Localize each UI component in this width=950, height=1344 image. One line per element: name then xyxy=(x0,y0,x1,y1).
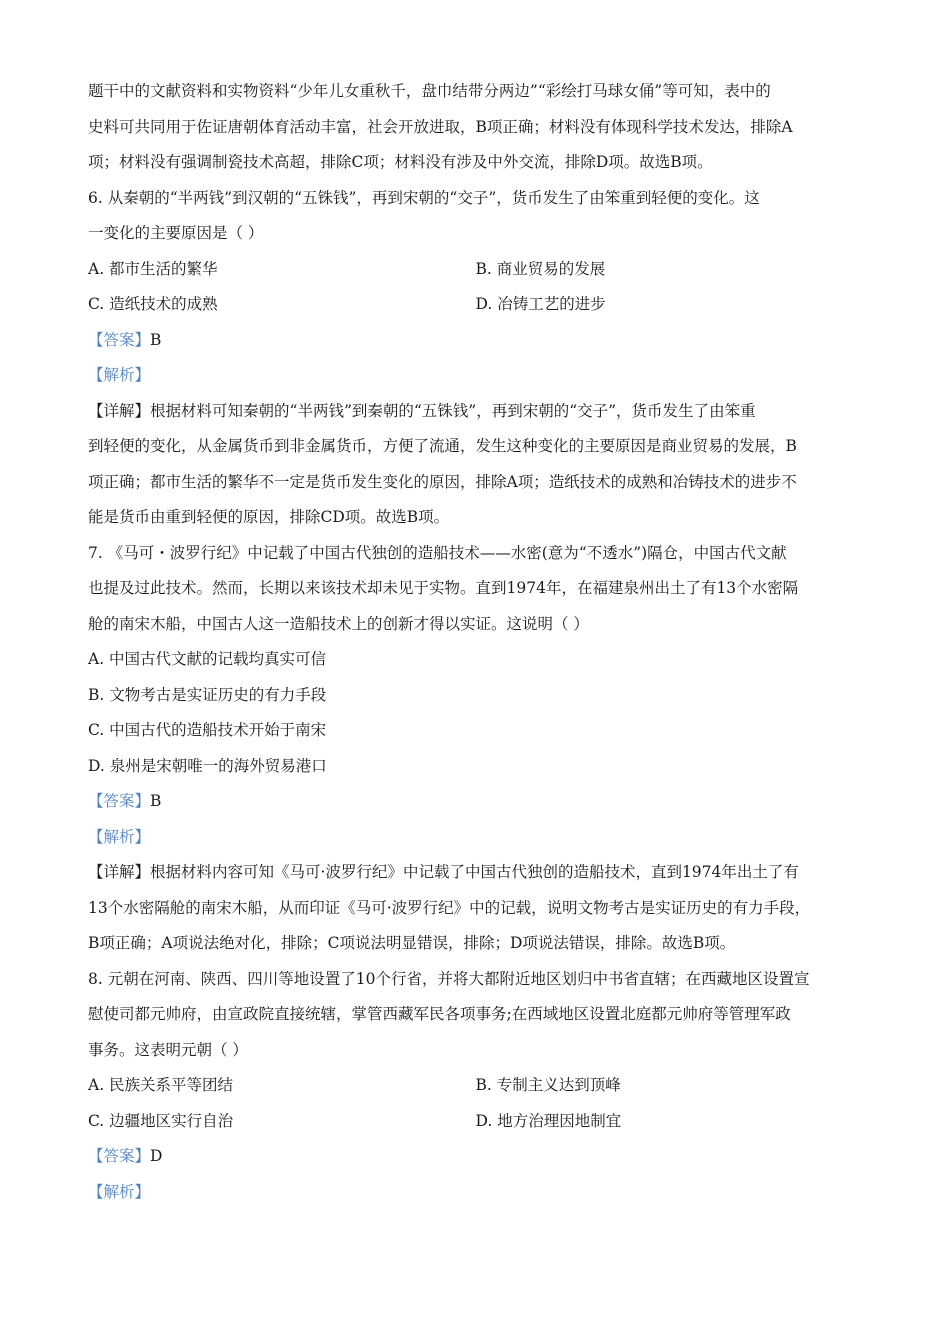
answer-value: B xyxy=(150,330,162,349)
option-a: A. 中国古代文献的记载均真实可信 xyxy=(88,650,327,668)
text-line: 项；材料没有强调制瓷技术高超，排除C项；材料没有涉及中外交流，排除D项。故选B项。 xyxy=(88,153,713,171)
detail-tag: 【详解】 xyxy=(88,401,151,420)
answer-line xyxy=(88,1139,863,1175)
analysis-line xyxy=(88,1175,863,1211)
option-d: D. 地方治理因地制宜 xyxy=(475,1111,622,1130)
detail-line: B项正确；A项说法绝对化，排除；C项说法明显错误，排除；D项说法错误，排除。故选B项。 xyxy=(88,934,736,952)
detail-line xyxy=(88,394,863,430)
detail-line xyxy=(88,855,863,891)
option-a: A. 都市生活的繁华 xyxy=(88,259,218,278)
detail-tag: 【详解】 xyxy=(88,863,151,881)
question-stem: 7. 《马可・波罗行纪》中记载了中国古代独创的造船技术——水密(意为“不透水”)隔仓，中国古代文献 xyxy=(88,543,787,562)
detail-text: 根据材料内容可知《马可·波罗行纪》中记载了中国古代独创的造船技术，直到1974年出土了有 xyxy=(150,863,799,881)
question-stem: 8. 元朝在河南、陕西、四川等地设置了10个行省，并将大都附近地区划归中书省直辖；在西藏地区设置宣 xyxy=(88,969,810,988)
option-b: B. 专制主义达到顶峰 xyxy=(475,1076,621,1094)
option-c: C. 中国古代的造船技术开始于南宋 xyxy=(88,721,327,739)
text-line: 题干中的文献资料和实物资料“少年儿女重秋千，盘巾结带分两边”“彩绘打马球女俑”等可知，表中的 xyxy=(88,82,771,100)
options-row xyxy=(88,252,863,288)
analysis-line xyxy=(88,820,863,856)
options-row xyxy=(88,1104,863,1140)
document-page xyxy=(88,74,863,1210)
option-b: B. 商业贸易的发展 xyxy=(475,259,606,278)
detail-line: 到轻便的变化，从金属货币到非金属货币，方便了流通，发生这种变化的主要原因是商业贸易的发展，B xyxy=(88,437,797,455)
options-row xyxy=(88,1068,863,1104)
detail-line: 项正确；都市生活的繁华不一定是货币发生变化的原因，排除A项；造纸技术的成熟和冶铸技术的进步不 xyxy=(88,472,797,491)
question-6 xyxy=(88,181,863,536)
previous-explanation xyxy=(88,74,863,181)
question-8 xyxy=(88,962,863,1211)
question-7 xyxy=(88,536,863,962)
option-d: D. 泉州是宋朝唯一的海外贸易港口 xyxy=(88,756,327,775)
answer-tag: 【答案】 xyxy=(88,792,151,810)
question-stem: 也提及过此技术。然而，长期以来该技术却未见于实物。直到1974年，在福建泉州出土了有13个水密隔 xyxy=(88,579,799,597)
options-row xyxy=(88,287,863,323)
answer-value: D xyxy=(150,1147,163,1165)
option-c: C. 边疆地区实行自治 xyxy=(88,1111,234,1130)
question-stem: 事务。这表明元朝（ ） xyxy=(88,1040,248,1059)
answer-value: B xyxy=(150,792,162,810)
option-d: D. 冶铸工艺的进步 xyxy=(475,295,606,313)
analysis-tag: 【解析】 xyxy=(88,827,151,846)
option-c: C. 造纸技术的成熟 xyxy=(88,295,218,313)
question-stem: 一变化的主要原因是（ ） xyxy=(88,224,264,242)
answer-line xyxy=(88,323,863,359)
text-line: 史料可共同用于佐证唐朝体育活动丰富，社会开放进取，B项正确；材料没有体现科学技术发达，排除A xyxy=(88,117,793,136)
answer-tag: 【答案】 xyxy=(88,1147,151,1165)
detail-text: 根据材料可知秦朝的“半两钱”到秦朝的“五铢钱”，再到宋朝的“交子”，货币发生了由笨重 xyxy=(150,401,756,420)
question-stem: 舱的南宋木船，中国古人这一造船技术上的创新才得以实证。这说明（ ） xyxy=(88,614,589,633)
analysis-line xyxy=(88,358,863,394)
question-stem: 6. 从秦朝的“半两钱”到汉朝的“五铢钱”，再到宋朝的“交子”，货币发生了由笨重到轻便的变化。这 xyxy=(88,188,760,207)
answer-line xyxy=(88,784,863,820)
analysis-tag: 【解析】 xyxy=(88,366,151,384)
option-b: B. 文物考古是实证历史的有力手段 xyxy=(88,685,327,704)
analysis-tag: 【解析】 xyxy=(88,1182,151,1201)
detail-line: 能是货币由重到轻便的原因，排除CD项。故选B项。 xyxy=(88,508,450,526)
option-a: A. 民族关系平等团结 xyxy=(88,1076,234,1094)
question-stem: 慰使司都元帅府，由宣政院直接统辖，掌管西藏军民各项事务;在西域地区设置北庭都元帅府等管理军政 xyxy=(88,1005,791,1023)
detail-line: 13个水密隔舱的南宋木船，从而印证《马可·波罗行纪》中的记载，说明文物考古是实证历史的有力手段， xyxy=(88,898,811,917)
answer-tag: 【答案】 xyxy=(88,330,151,349)
